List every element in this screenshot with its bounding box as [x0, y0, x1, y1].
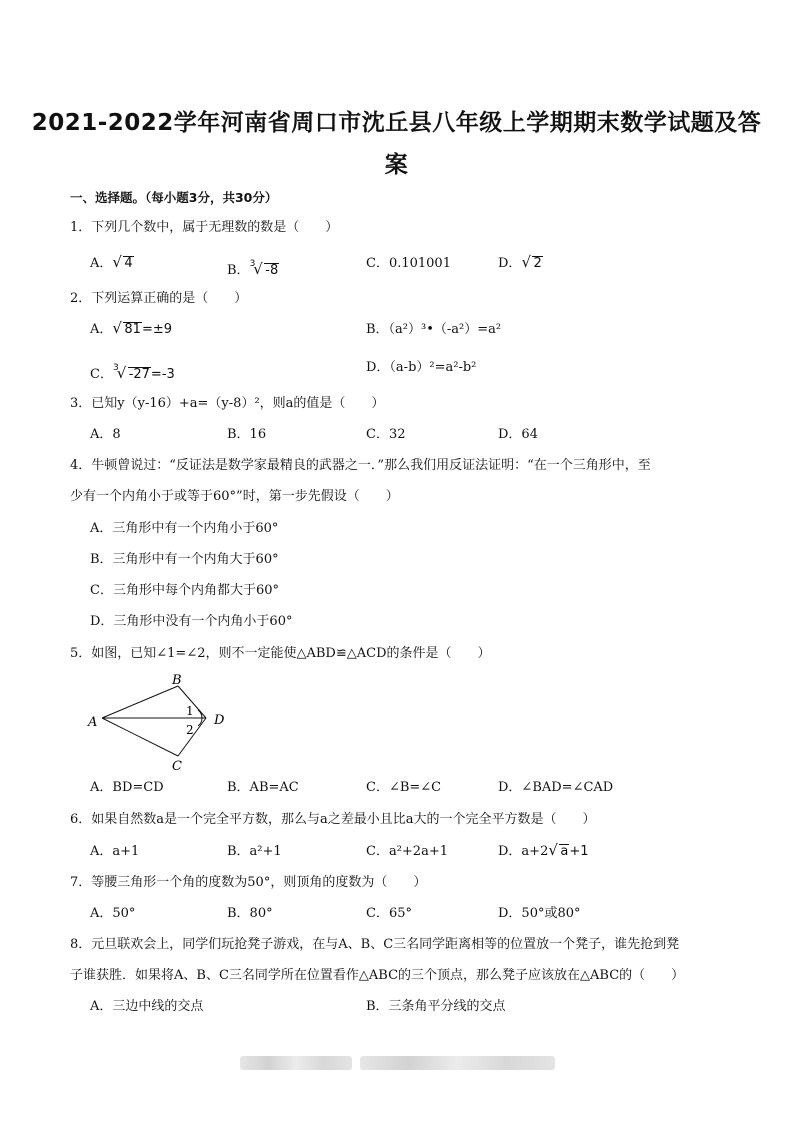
segment-ac: [102, 718, 178, 756]
label-angle-1: 1: [186, 704, 194, 718]
question-5-stem: 5．如图，已知∠1=∠2，则不一定能使△ABD≌△ACD的条件是（ ）: [70, 646, 491, 661]
question-5-option-b: B．AB=AC: [227, 780, 299, 795]
label-vertex-b: B: [172, 673, 182, 688]
question-8-option-b: B．三条角平分线的交点: [366, 999, 506, 1014]
question-6-option-d: D．a+2√ a+1: [498, 844, 588, 860]
title-line-1: 2021-2022学年河南省周口市沈丘县八年级上学期期末数学试题及答: [31, 110, 762, 136]
question-1-option-d: D．√ 2: [498, 256, 543, 272]
footer-watermark-blur-2: [360, 1056, 555, 1070]
question-1-option-b: B．$^3$√ -8: [227, 256, 279, 279]
label-vertex-d: D: [214, 713, 225, 728]
question-7-option-c: C．65°: [366, 906, 412, 921]
question-4-stem-line-2: 少有一个内角小于或等于60°”时，第一步先假设（ ）: [70, 489, 399, 504]
question-4-option-d: D．三角形中没有一个内角小于60°: [90, 614, 293, 629]
label-vertex-c: C: [172, 759, 182, 772]
question-5-option-a: A．BD=CD: [90, 780, 164, 795]
question-3-option-d: D．64: [498, 427, 538, 442]
question-4-option-c: C．三角形中每个内角都大于60°: [90, 583, 279, 598]
label-vertex-a: A: [88, 715, 98, 730]
question-4-stem-line-1: 4．牛顿曾说过：“反证法是数学家最精良的武器之一．”那么我们用反证法证明：“在一个三角形中，至: [70, 458, 651, 473]
label-angle-2: 2: [186, 723, 194, 737]
segment-ab: [102, 686, 178, 718]
question-7-option-b: B．80°: [227, 906, 273, 921]
question-7-stem: 7．等腰三角形一个角的度数为50°，则顶角的度数为（ ）: [70, 875, 427, 890]
question-4-option-a: A．三角形中有一个内角小于60°: [90, 521, 279, 536]
section-heading: 一、选择题。（每小题3分，共30分）: [70, 190, 278, 205]
question-5-option-c: C．∠B=∠C: [366, 780, 442, 795]
question-7-option-d: D．50°或80°: [498, 906, 581, 921]
question-5-option-d: D．∠BAD=∠CAD: [498, 780, 614, 795]
question-2-option-b: B．（a²）³•（-a²）=a²: [366, 322, 502, 337]
question-2-option-a: A．√ 81=±9: [90, 322, 172, 338]
question-8-option-a: A．三边中线的交点: [90, 999, 204, 1014]
question-6-option-b: B．a²+1: [227, 844, 282, 859]
footer-watermark-blur: [240, 1056, 352, 1070]
question-3-stem: 3．已知y（y-16）+a=（y-8）²，则a的值是（ ）: [70, 396, 385, 411]
question-6-stem: 6．如果自然数a是一个完全平方数，那么与a之差最小且比a大的一个完全平方数是（ ）: [70, 812, 596, 827]
question-1-stem: 1．下列几个数中，属于无理数的数是（ ）: [70, 220, 339, 235]
question-1-option-a: A．√ 4: [90, 256, 134, 272]
question-8-stem-line-2: 子谁获胜．如果将A、B、C三名同学所在位置看作△ABC的三个顶点，那么凳子应该放在△ABC的（ ）: [70, 968, 685, 983]
question-2-stem: 2．下列运算正确的是（ ）: [70, 291, 248, 306]
question-3-option-c: C．32: [366, 427, 406, 442]
question-8-stem-line-1: 8．元旦联欢会上，同学们玩抢凳子游戏，在与A、B、C三名同学距离相等的位置放一个凳子，谁先抢到凳: [70, 937, 680, 952]
question-3-option-b: B．16: [227, 427, 267, 442]
title-line-2: 案: [384, 152, 409, 178]
question-6-option-c: C．a²+2a+1: [366, 844, 448, 859]
question-3-option-a: A．8: [90, 427, 121, 442]
question-2-option-c: C．$^3$√ -27=-3: [90, 360, 175, 383]
question-2-option-d: D．（a-b）²=a²-b²: [366, 360, 477, 375]
triangle-figure: [86, 672, 236, 772]
question-4-option-b: B．三角形中有一个内角大于60°: [90, 552, 279, 567]
question-1-option-c: C．0.101001: [366, 256, 451, 271]
question-6-option-a: A．a+1: [90, 844, 140, 859]
question-7-option-a: A．50°: [90, 906, 136, 921]
